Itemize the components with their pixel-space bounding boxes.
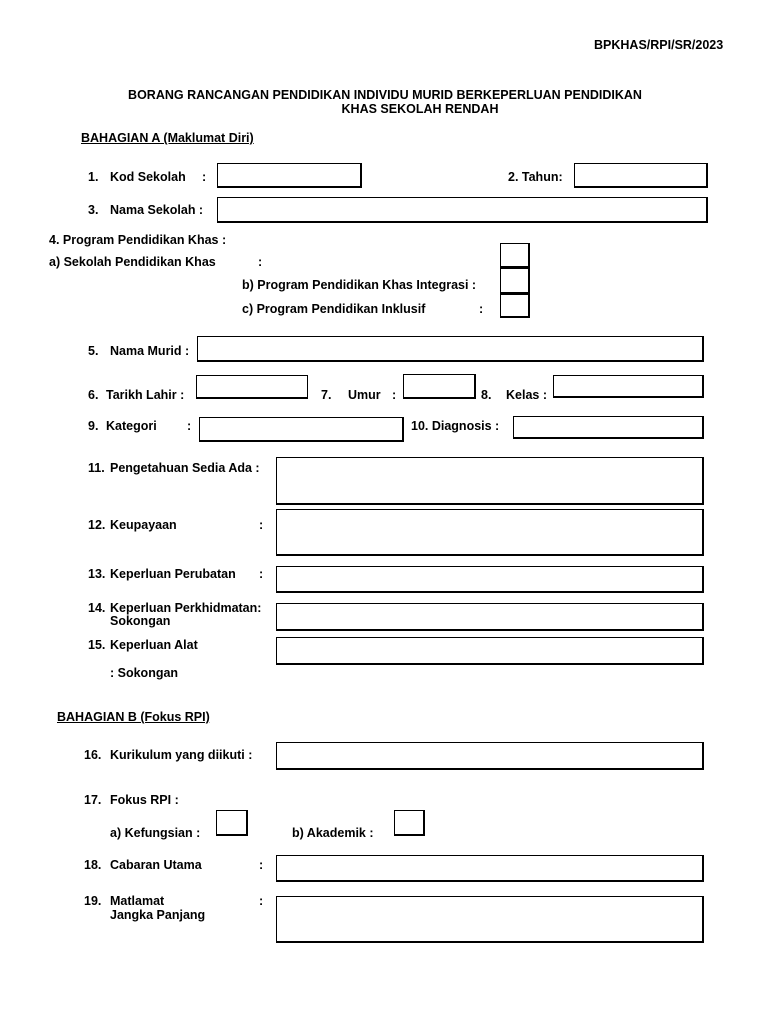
q3-label: Nama Sekolah : (110, 203, 204, 217)
q1-colon: : (202, 170, 207, 184)
q5-label: Nama Murid : (110, 344, 190, 358)
kefungsian-checkbox[interactable] (216, 810, 248, 836)
q12-colon: : (259, 518, 264, 532)
q15-label-line2: : Sokongan (110, 666, 179, 680)
q17-label: Fokus RPI : (110, 793, 179, 807)
nama-murid-field[interactable] (197, 336, 704, 362)
q9-label: Kategori (106, 419, 157, 433)
q16-label: Kurikulum yang diikuti : (110, 748, 253, 762)
section-b-heading: BAHAGIAN B (Fokus RPI) (57, 710, 210, 724)
q3-number: 3. (88, 203, 99, 217)
q18-colon: : (259, 858, 264, 872)
umur-field[interactable] (403, 374, 476, 399)
q14-number: 14. (88, 601, 106, 615)
q1-number: 1. (88, 170, 99, 184)
keperluan-perubatan-field[interactable] (276, 566, 704, 593)
matlamat-jangka-panjang-field[interactable] (276, 896, 704, 943)
q9-colon: : (187, 419, 192, 433)
q15-label: Keperluan Alat (110, 638, 198, 652)
q11-label: Pengetahuan Sedia Ada : (110, 461, 260, 475)
q4c-colon: : (479, 302, 484, 316)
form-title-line2: KHAS SEKOLAH RENDAH (341, 102, 499, 116)
q10-label: 10. Diagnosis : (411, 419, 500, 433)
q1-label: Kod Sekolah (110, 170, 186, 184)
program-integrasi-checkbox[interactable] (500, 268, 530, 294)
q11-number: 11. (88, 461, 105, 475)
q5-number: 5. (88, 344, 99, 358)
q19-label: Matlamat (110, 894, 165, 908)
tarikh-lahir-field[interactable] (196, 375, 308, 399)
q8-number: 8. (481, 388, 492, 402)
pengetahuan-sedia-ada-field[interactable] (276, 457, 704, 505)
q17a-label: a) Kefungsian : (110, 826, 201, 840)
keperluan-alat-field[interactable] (276, 637, 704, 665)
q19-label-line2: Jangka Panjang (110, 908, 206, 922)
kurikulum-field[interactable] (276, 742, 704, 770)
q15-number: 15. (88, 638, 106, 652)
form-title-line1: BORANG RANCANGAN PENDIDIKAN INDIVIDU MURID BERKEPERLUAN PENDIDIKAN (128, 88, 642, 102)
q13-number: 13. (88, 567, 106, 581)
diagnosis-field[interactable] (513, 416, 704, 439)
q6-number: 6. (88, 388, 99, 402)
q19-number: 19. (84, 894, 102, 908)
akademik-checkbox[interactable] (394, 810, 425, 836)
section-a-heading: BAHAGIAN A (Maklumat Diri) (81, 131, 254, 145)
q7-number: 7. (321, 388, 332, 402)
q13-label: Keperluan Perubatan (110, 567, 236, 581)
q2-label: 2. Tahun: (508, 170, 563, 184)
q16-number: 16. (84, 748, 102, 762)
kod-sekolah-field[interactable] (217, 163, 362, 188)
q17b-label: b) Akademik : (292, 826, 374, 840)
q4a-label: a) Sekolah Pendidikan Khas (49, 255, 216, 269)
tahun-field[interactable] (574, 163, 708, 188)
q14-label: Keperluan Perkhidmatan: (110, 601, 262, 615)
q12-label: Keupayaan (110, 518, 177, 532)
q9-number: 9. (88, 419, 99, 433)
form-code: BPKHAS/RPI/SR/2023 (594, 38, 724, 52)
q4-label: 4. Program Pendidikan Khas : (49, 233, 227, 247)
q17-number: 17. (84, 793, 102, 807)
kelas-field[interactable] (553, 375, 704, 398)
q14-label-line2: Sokongan (110, 614, 171, 628)
q8-label: Kelas : (506, 388, 547, 402)
nama-sekolah-field[interactable] (217, 197, 708, 223)
keperluan-perkhidmatan-field[interactable] (276, 603, 704, 631)
kategori-field[interactable] (199, 417, 404, 442)
q19-colon: : (259, 894, 264, 908)
keupayaan-field[interactable] (276, 509, 704, 556)
sekolah-pendidikan-khas-checkbox[interactable] (500, 243, 530, 268)
q12-number: 12. (88, 518, 106, 532)
program-inklusif-checkbox[interactable] (500, 294, 530, 318)
q18-number: 18. (84, 858, 102, 872)
q4a-colon: : (258, 255, 263, 269)
q6-label: Tarikh Lahir : (106, 388, 185, 402)
q18-label: Cabaran Utama (110, 858, 202, 872)
cabaran-utama-field[interactable] (276, 855, 704, 882)
q13-colon: : (259, 567, 264, 581)
q4c-label: c) Program Pendidikan Inklusif (242, 302, 426, 316)
q7-label: Umur (348, 388, 381, 402)
q4b-label: b) Program Pendidikan Khas Integrasi : (242, 278, 477, 292)
q7-colon: : (392, 388, 397, 402)
